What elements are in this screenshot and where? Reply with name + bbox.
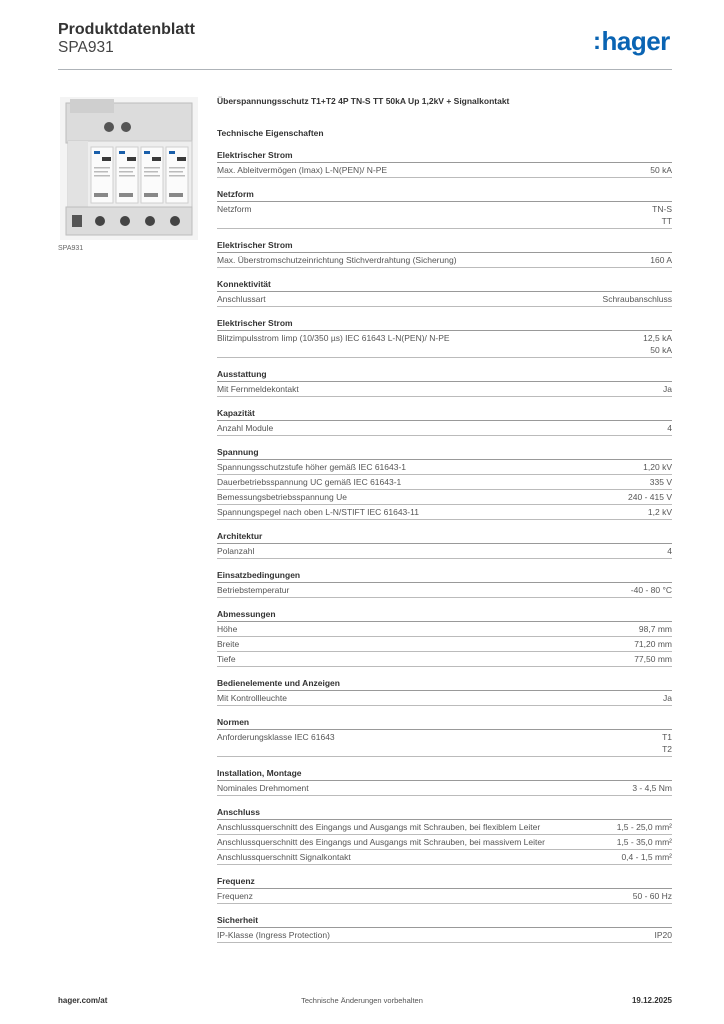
tech-heading: Technische Eigenschaften <box>217 128 324 138</box>
spec-row <box>217 382 672 397</box>
spec-section <box>217 188 672 229</box>
spec-value-line: 77,50 mm <box>634 654 672 664</box>
spec-label: Anschlussquerschnitt des Eingangs und Ausgangs mit Schrauben, bei massivem Leiter <box>217 837 545 847</box>
spec-value-line: 3 - 4,5 Nm <box>632 783 672 793</box>
spec-value <box>634 653 672 665</box>
spec-label: Höhe <box>217 624 238 634</box>
section-title: Architektur <box>217 530 672 544</box>
spec-value <box>633 890 672 902</box>
spec-row <box>217 202 672 229</box>
spec-value <box>663 692 672 704</box>
spec-value-line: 1,2 kV <box>647 507 672 517</box>
section-title: Elektrischer Strom <box>217 239 672 253</box>
spec-row <box>217 691 672 706</box>
spec-value-line: IP20 <box>654 930 672 940</box>
hager-logo: :hager <box>593 26 670 56</box>
product-title: Überspannungsschutz T1+T2 4P TN-S TT 50kA Up 1,2kV + Signalkontakt <box>217 96 510 106</box>
spec-value-line: 4 <box>667 546 672 556</box>
spec-row <box>217 490 672 505</box>
spec-value <box>643 332 672 356</box>
section-title: Bedienelemente und Anzeigen <box>217 677 672 691</box>
spec-row <box>217 505 672 520</box>
spec-value-line: 50 - 60 Hz <box>632 891 672 901</box>
spec-row <box>217 292 672 307</box>
spec-value-line: 12,5 kA <box>643 333 672 343</box>
spec-row <box>217 652 672 667</box>
spec-label: Blitzimpulsstrom Iimp (10/350 µs) IEC 61643 L-N(PEN)/ N-PE <box>217 333 450 343</box>
spec-section <box>217 530 672 559</box>
footer-date: 19.12.2025 <box>631 996 672 1005</box>
spec-value <box>631 584 672 596</box>
spec-section <box>217 875 672 904</box>
page-title: Produktdatenblatt <box>58 21 195 38</box>
spec-label: Breite <box>217 639 240 649</box>
spec-value-line: 240 - 415 V <box>628 492 672 502</box>
spec-value-line: 160 A <box>650 255 672 265</box>
spec-value <box>632 782 672 794</box>
product-code: SPA931 <box>58 39 114 56</box>
spec-label: Frequenz <box>217 891 253 901</box>
spec-value <box>621 851 672 863</box>
spec-row <box>217 475 672 490</box>
product-image <box>58 97 200 240</box>
spec-section <box>217 278 672 307</box>
spec-section <box>217 677 672 706</box>
section-title: Abmessungen <box>217 608 672 622</box>
header-divider <box>58 69 672 70</box>
spec-section <box>217 407 672 436</box>
spec-value-line: 335 V <box>649 477 672 487</box>
spec-value <box>639 623 672 635</box>
spec-row <box>217 835 672 850</box>
spec-value <box>617 836 672 848</box>
spec-label: Betriebstemperatur <box>217 585 290 595</box>
spec-label: Anforderungsklasse IEC 61643 <box>217 732 335 742</box>
spec-label: Dauerbetriebsspannung UC gemäß IEC 61643-1 <box>217 477 402 487</box>
spec-label: Max. Überstromschutzeinrichtung Stichverdrahtung (Sicherung) <box>217 255 457 265</box>
section-title: Elektrischer Strom <box>217 317 672 331</box>
spec-value-line: 1,20 kV <box>643 462 672 472</box>
spec-sections <box>217 149 672 943</box>
spec-value-line: Ja <box>663 693 672 703</box>
spec-section <box>217 608 672 667</box>
spec-label: Anschlussquerschnitt des Eingangs und Ausgangs mit Schrauben, bei flexiblem Leiter <box>217 822 541 832</box>
spec-value <box>603 293 672 305</box>
spec-label: Spannungspegel nach oben L-N/STIFT IEC 61643-11 <box>217 507 419 517</box>
spec-section <box>217 239 672 268</box>
section-title: Installation, Montage <box>217 767 672 781</box>
spec-label: Anschlussquerschnitt Signalkontakt <box>217 852 351 862</box>
spec-row <box>217 460 672 475</box>
spec-value-line: 0,4 - 1,5 mm² <box>621 852 672 862</box>
spec-value-line: TN-S <box>652 204 672 214</box>
spec-row <box>217 850 672 865</box>
spec-value-line: T1 <box>662 732 672 742</box>
spec-row <box>217 583 672 598</box>
spec-row <box>217 637 672 652</box>
spec-label: IP-Klasse (Ingress Protection) <box>217 930 330 940</box>
spec-value-line: 50 kA <box>650 345 672 355</box>
spec-value <box>652 203 672 227</box>
section-title: Ausstattung <box>217 368 672 382</box>
image-caption: SPA931 <box>58 245 84 252</box>
spec-row <box>217 781 672 796</box>
spec-value <box>650 476 672 488</box>
spec-value-line: 98,7 mm <box>638 624 672 634</box>
spec-value <box>667 545 672 557</box>
spec-value-line: Schraubanschluss <box>602 294 672 304</box>
spec-label: Mit Fernmeldekontakt <box>217 384 299 394</box>
spec-label: Anschlussart <box>217 294 266 304</box>
spec-section <box>217 149 672 178</box>
spec-label: Anzahl Module <box>217 423 274 433</box>
spec-label: Tiefe <box>217 654 236 664</box>
spec-value <box>662 731 672 755</box>
spec-value <box>667 422 672 434</box>
spec-value <box>643 461 672 473</box>
spec-value <box>634 638 672 650</box>
spec-value-line: Ja <box>663 384 672 394</box>
spec-section <box>217 767 672 796</box>
spec-row <box>217 889 672 904</box>
spec-value <box>650 254 672 266</box>
spec-value <box>648 506 672 518</box>
spec-row <box>217 544 672 559</box>
section-title: Konnektivität <box>217 278 672 292</box>
section-title: Einsatzbedingungen <box>217 569 672 583</box>
spec-content <box>217 94 672 943</box>
spec-value <box>617 821 672 833</box>
spec-value <box>663 383 672 395</box>
spec-row <box>217 163 672 178</box>
spec-row <box>217 820 672 835</box>
spec-value <box>655 929 673 941</box>
spec-value <box>650 164 672 176</box>
spec-label: Netzform <box>217 204 252 214</box>
spec-value-line: 4 <box>667 423 672 433</box>
section-title: Netzform <box>217 188 672 202</box>
spec-value-line: 1,5 - 25,0 mm² <box>616 822 672 832</box>
spec-value-line: 71,20 mm <box>634 639 672 649</box>
spec-row <box>217 928 672 943</box>
section-title: Elektrischer Strom <box>217 149 672 163</box>
spec-label: Mit Kontrollleuchte <box>217 693 287 703</box>
section-title: Normen <box>217 716 672 730</box>
spec-label: Spannungsschutzstufe höher gemäß IEC 61643-1 <box>217 462 407 472</box>
spec-row <box>217 421 672 436</box>
spec-row <box>217 730 672 757</box>
section-title: Kapazität <box>217 407 672 421</box>
spec-section <box>217 569 672 598</box>
spec-section <box>217 368 672 397</box>
spec-value-line: T2 <box>662 744 672 754</box>
spec-value-line: TT <box>661 216 672 226</box>
spec-label: Bemessungsbetriebsspannung Ue <box>217 492 347 502</box>
section-title: Spannung <box>217 446 672 460</box>
spec-label: Polanzahl <box>217 546 255 556</box>
spec-label: Nominales Drehmoment <box>217 783 309 793</box>
spec-section <box>217 806 672 865</box>
spec-row <box>217 331 672 358</box>
spec-value <box>628 491 672 503</box>
spec-value-line: -40 - 80 °C <box>630 585 672 595</box>
footer-url[interactable]: hager.com/at <box>58 996 108 1005</box>
spec-section <box>217 317 672 358</box>
section-title: Sicherheit <box>217 914 672 928</box>
spec-value-line: 50 kA <box>650 165 672 175</box>
spec-section <box>217 716 672 757</box>
spec-label: Max. Ableitvermögen (Imax) L-N(PEN)/ N-PE <box>217 165 388 175</box>
spec-row <box>217 622 672 637</box>
section-title: Anschluss <box>217 806 672 820</box>
spec-section <box>217 914 672 943</box>
footer-note: Technische Änderungen vorbehalten <box>301 996 423 1005</box>
spec-row <box>217 253 672 268</box>
spec-value-line: 1,5 - 35,0 mm² <box>616 837 672 847</box>
spec-section <box>217 446 672 520</box>
section-title: Frequenz <box>217 875 672 889</box>
